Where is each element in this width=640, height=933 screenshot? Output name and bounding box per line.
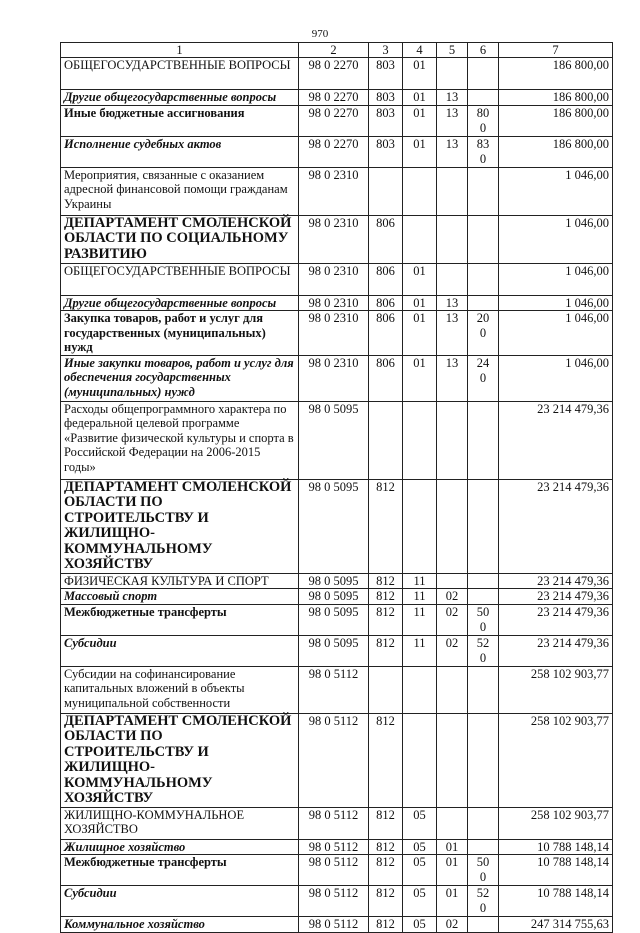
item-name-cell: Иные бюджетные ассигнования <box>61 105 299 136</box>
section-cell: 01 <box>403 136 437 167</box>
target-code-cell: 98 0 5112 <box>299 886 369 917</box>
amount-cell: 23 214 479,36 <box>499 479 613 573</box>
department-code-cell: 812 <box>369 917 403 933</box>
target-code-cell: 98 0 5112 <box>299 713 369 807</box>
table-row <box>61 401 613 479</box>
amount-cell: 23 214 479,36 <box>499 573 613 589</box>
target-code-cell: 98 0 2310 <box>299 295 369 311</box>
table-row <box>61 839 613 855</box>
department-code-cell: 812 <box>369 807 403 839</box>
table-row <box>61 635 613 666</box>
department-code-cell: 812 <box>369 886 403 917</box>
expense-type-cell <box>468 807 499 839</box>
target-code-cell: 98 0 5095 <box>299 479 369 573</box>
header-cell: 4 <box>403 43 437 58</box>
table-row <box>61 355 613 401</box>
expense-type-cell <box>468 401 499 479</box>
item-name-cell: ФИЗИЧЕСКАЯ КУЛЬТУРА И СПОРТ <box>61 573 299 589</box>
department-code-cell: 812 <box>369 604 403 635</box>
section-cell: 11 <box>403 589 437 605</box>
section-cell: 01 <box>403 355 437 401</box>
department-code-cell: 812 <box>369 713 403 807</box>
expense-type-value: 500 <box>476 604 490 634</box>
header-cell: 2 <box>299 43 369 58</box>
department-code-cell: 812 <box>369 589 403 605</box>
table-row <box>61 917 613 933</box>
item-name-cell: Исполнение судебных актов <box>61 136 299 167</box>
department-code-cell: 806 <box>369 263 403 295</box>
table-row <box>61 604 613 635</box>
subsection-cell: 02 <box>437 589 468 605</box>
target-code-cell: 98 0 2310 <box>299 167 369 215</box>
subsection-cell: 02 <box>437 635 468 666</box>
subsection-cell: 13 <box>437 90 468 106</box>
target-code-cell: 98 0 5095 <box>299 589 369 605</box>
subsection-cell <box>437 401 468 479</box>
expense-type-cell <box>468 105 499 136</box>
expense-type-cell <box>468 215 499 263</box>
section-cell <box>403 401 437 479</box>
expense-type-value: 520 <box>476 635 490 665</box>
expense-type-cell <box>468 666 499 713</box>
item-name-cell: ДЕПАРТАМЕНТ СМОЛЕНСКОЙ ОБЛАСТИ ПО СТРОИТЕЛЬСТВУ И ЖИЛИЩНО-КОММУНАЛЬНОМУ ХОЗЯЙСТВУ <box>61 713 299 807</box>
amount-cell: 1 046,00 <box>499 167 613 215</box>
item-name-cell: Коммунальное хозяйство <box>61 917 299 933</box>
section-cell: 05 <box>403 855 437 886</box>
expense-type-cell <box>468 311 499 356</box>
section-cell: 01 <box>403 58 437 90</box>
target-code-cell: 98 0 5095 <box>299 635 369 666</box>
expense-type-value: 240 <box>476 355 490 385</box>
department-code-cell: 806 <box>369 295 403 311</box>
amount-cell: 258 102 903,77 <box>499 713 613 807</box>
header-cell: 6 <box>468 43 499 58</box>
department-code-cell: 803 <box>369 105 403 136</box>
header-cell: 7 <box>499 43 613 58</box>
subsection-cell: 01 <box>437 855 468 886</box>
department-code-cell <box>369 666 403 713</box>
target-code-cell: 98 0 2310 <box>299 263 369 295</box>
item-name-cell: Массовый спорт <box>61 589 299 605</box>
table-row <box>61 295 613 311</box>
item-name-cell: Межбюджетные трансферты <box>61 604 299 635</box>
amount-cell: 247 314 755,63 <box>499 917 613 933</box>
subsection-cell: 13 <box>437 295 468 311</box>
department-code-cell: 812 <box>369 635 403 666</box>
subsection-cell: 13 <box>437 355 468 401</box>
subsection-cell <box>437 215 468 263</box>
table-row <box>61 58 613 90</box>
amount-cell: 23 214 479,36 <box>499 604 613 635</box>
expense-type-cell <box>468 589 499 605</box>
expense-type-cell <box>468 839 499 855</box>
target-code-cell: 98 0 5095 <box>299 604 369 635</box>
subsection-cell: 13 <box>437 311 468 356</box>
department-code-cell: 812 <box>369 855 403 886</box>
target-code-cell: 98 0 2270 <box>299 136 369 167</box>
department-code-cell: 803 <box>369 136 403 167</box>
target-code-cell: 98 0 2310 <box>299 215 369 263</box>
header-cell: 1 <box>61 43 299 58</box>
amount-cell: 258 102 903,77 <box>499 807 613 839</box>
subsection-cell: 02 <box>437 917 468 933</box>
amount-cell: 23 214 479,36 <box>499 589 613 605</box>
amount-cell: 1 046,00 <box>499 215 613 263</box>
subsection-cell <box>437 167 468 215</box>
expense-type-value: 500 <box>476 855 490 884</box>
table-row <box>61 90 613 106</box>
target-code-cell: 98 0 2310 <box>299 355 369 401</box>
section-cell <box>403 479 437 573</box>
expense-type-value: 200 <box>476 311 490 340</box>
department-code-cell <box>369 401 403 479</box>
section-cell <box>403 215 437 263</box>
expense-type-cell <box>468 58 499 90</box>
subsection-cell <box>437 573 468 589</box>
section-cell: 11 <box>403 604 437 635</box>
subsection-cell: 02 <box>437 604 468 635</box>
subsection-cell: 13 <box>437 136 468 167</box>
expense-type-cell <box>468 295 499 311</box>
amount-cell: 23 214 479,36 <box>499 401 613 479</box>
section-cell: 01 <box>403 311 437 356</box>
amount-cell: 1 046,00 <box>499 263 613 295</box>
expense-type-value: 830 <box>476 136 490 166</box>
target-code-cell: 98 0 2270 <box>299 105 369 136</box>
department-code-cell: 803 <box>369 58 403 90</box>
item-name-cell: ДЕПАРТАМЕНТ СМОЛЕНСКОЙ ОБЛАСТИ ПО СОЦИАЛЬНОМУ РАЗВИТИЮ <box>61 215 299 263</box>
expense-type-value: 800 <box>476 105 490 135</box>
amount-cell: 186 800,00 <box>499 105 613 136</box>
amount-cell: 186 800,00 <box>499 90 613 106</box>
department-code-cell: 806 <box>369 355 403 401</box>
amount-cell: 258 102 903,77 <box>499 666 613 713</box>
expense-type-cell <box>468 604 499 635</box>
department-code-cell: 806 <box>369 311 403 356</box>
department-code-cell: 812 <box>369 839 403 855</box>
expense-type-cell <box>468 886 499 917</box>
expense-type-cell <box>468 167 499 215</box>
expense-type-cell <box>468 573 499 589</box>
item-name-cell: Другие общегосударственные вопросы <box>61 90 299 106</box>
table-row <box>61 105 613 136</box>
expense-type-cell <box>468 263 499 295</box>
section-cell: 05 <box>403 839 437 855</box>
item-name-cell: ЖИЛИЩНО-КОММУНАЛЬНОЕ ХОЗЯЙСТВО <box>61 807 299 839</box>
amount-cell: 10 788 148,14 <box>499 839 613 855</box>
section-cell: 01 <box>403 90 437 106</box>
item-name-cell: Субсидии <box>61 635 299 666</box>
department-code-cell: 803 <box>369 90 403 106</box>
table-row <box>61 263 613 295</box>
target-code-cell: 98 0 5095 <box>299 401 369 479</box>
table-row <box>61 167 613 215</box>
table-header-row <box>61 43 613 58</box>
table-row <box>61 666 613 713</box>
table-row <box>61 713 613 807</box>
expense-type-cell <box>468 917 499 933</box>
page-number: 970 <box>311 28 329 40</box>
item-name-cell: Межбюджетные трансферты <box>61 855 299 886</box>
amount-cell: 1 046,00 <box>499 295 613 311</box>
expense-type-value: 520 <box>476 886 490 915</box>
target-code-cell: 98 0 2270 <box>299 58 369 90</box>
subsection-cell <box>437 58 468 90</box>
amount-cell: 186 800,00 <box>499 136 613 167</box>
expense-type-cell <box>468 90 499 106</box>
subsection-cell <box>437 479 468 573</box>
target-code-cell: 98 0 5112 <box>299 855 369 886</box>
item-name-cell: Субсидии <box>61 886 299 917</box>
section-cell <box>403 713 437 807</box>
expense-type-cell <box>468 355 499 401</box>
section-cell: 05 <box>403 886 437 917</box>
table-row <box>61 589 613 605</box>
section-cell: 11 <box>403 635 437 666</box>
subsection-cell <box>437 713 468 807</box>
department-code-cell: 812 <box>369 479 403 573</box>
table-row <box>61 855 613 886</box>
budget-table <box>60 42 613 933</box>
item-name-cell: ДЕПАРТАМЕНТ СМОЛЕНСКОЙ ОБЛАСТИ ПО СТРОИТЕЛЬСТВУ И ЖИЛИЩНО-КОММУНАЛЬНОМУ ХОЗЯЙСТВУ <box>61 479 299 573</box>
department-code-cell: 806 <box>369 215 403 263</box>
expense-type-cell <box>468 635 499 666</box>
amount-cell: 1 046,00 <box>499 355 613 401</box>
subsection-cell <box>437 666 468 713</box>
subsection-cell: 01 <box>437 839 468 855</box>
table-row <box>61 136 613 167</box>
section-cell: 01 <box>403 295 437 311</box>
department-code-cell: 812 <box>369 573 403 589</box>
header-cell: 3 <box>369 43 403 58</box>
target-code-cell: 98 0 2310 <box>299 311 369 356</box>
amount-cell: 186 800,00 <box>499 58 613 90</box>
table-row <box>61 479 613 573</box>
table-row <box>61 215 613 263</box>
expense-type-cell <box>468 713 499 807</box>
target-code-cell: 98 0 5112 <box>299 917 369 933</box>
table-row <box>61 311 613 356</box>
expense-type-cell <box>468 855 499 886</box>
expense-type-cell <box>468 136 499 167</box>
section-cell: 01 <box>403 263 437 295</box>
department-code-cell <box>369 167 403 215</box>
subsection-cell <box>437 263 468 295</box>
item-name-cell: Субсидии на софинансирование капитальных вложений в объекты муниципальной собственности <box>61 666 299 713</box>
table-row <box>61 807 613 839</box>
item-name-cell: Другие общегосударственные вопросы <box>61 295 299 311</box>
amount-cell: 1 046,00 <box>499 311 613 356</box>
amount-cell: 23 214 479,36 <box>499 635 613 666</box>
subsection-cell <box>437 807 468 839</box>
item-name-cell: ОБЩЕГОСУДАРСТВЕННЫЕ ВОПРОСЫ <box>61 58 299 90</box>
target-code-cell: 98 0 5112 <box>299 839 369 855</box>
header-cell: 5 <box>437 43 468 58</box>
item-name-cell: Расходы общепрограммного характера по федеральной целевой программе «Развитие физической культуры и спорта в Российской Федерации на 2006-2015 годы» <box>61 401 299 479</box>
item-name-cell: Мероприятия, связанные с оказанием адресной финансовой помощи гражданам Украины <box>61 167 299 215</box>
section-cell: 01 <box>403 105 437 136</box>
amount-cell: 10 788 148,14 <box>499 886 613 917</box>
item-name-cell: Иные закупки товаров, работ и услуг для обеспечения государственных (муниципальных) нужд <box>61 355 299 401</box>
target-code-cell: 98 0 5112 <box>299 807 369 839</box>
section-cell: 05 <box>403 917 437 933</box>
table-row <box>61 886 613 917</box>
section-cell <box>403 167 437 215</box>
amount-cell: 10 788 148,14 <box>499 855 613 886</box>
section-cell: 11 <box>403 573 437 589</box>
target-code-cell: 98 0 5095 <box>299 573 369 589</box>
subsection-cell: 13 <box>437 105 468 136</box>
section-cell <box>403 666 437 713</box>
target-code-cell: 98 0 5112 <box>299 666 369 713</box>
target-code-cell: 98 0 2270 <box>299 90 369 106</box>
subsection-cell: 01 <box>437 886 468 917</box>
table-row <box>61 573 613 589</box>
item-name-cell: ОБЩЕГОСУДАРСТВЕННЫЕ ВОПРОСЫ <box>61 263 299 295</box>
item-name-cell: Закупка товаров, работ и услуг для государственных (муниципальных) нужд <box>61 311 299 356</box>
section-cell: 05 <box>403 807 437 839</box>
item-name-cell: Жилищное хозяйство <box>61 839 299 855</box>
expense-type-cell <box>468 479 499 573</box>
